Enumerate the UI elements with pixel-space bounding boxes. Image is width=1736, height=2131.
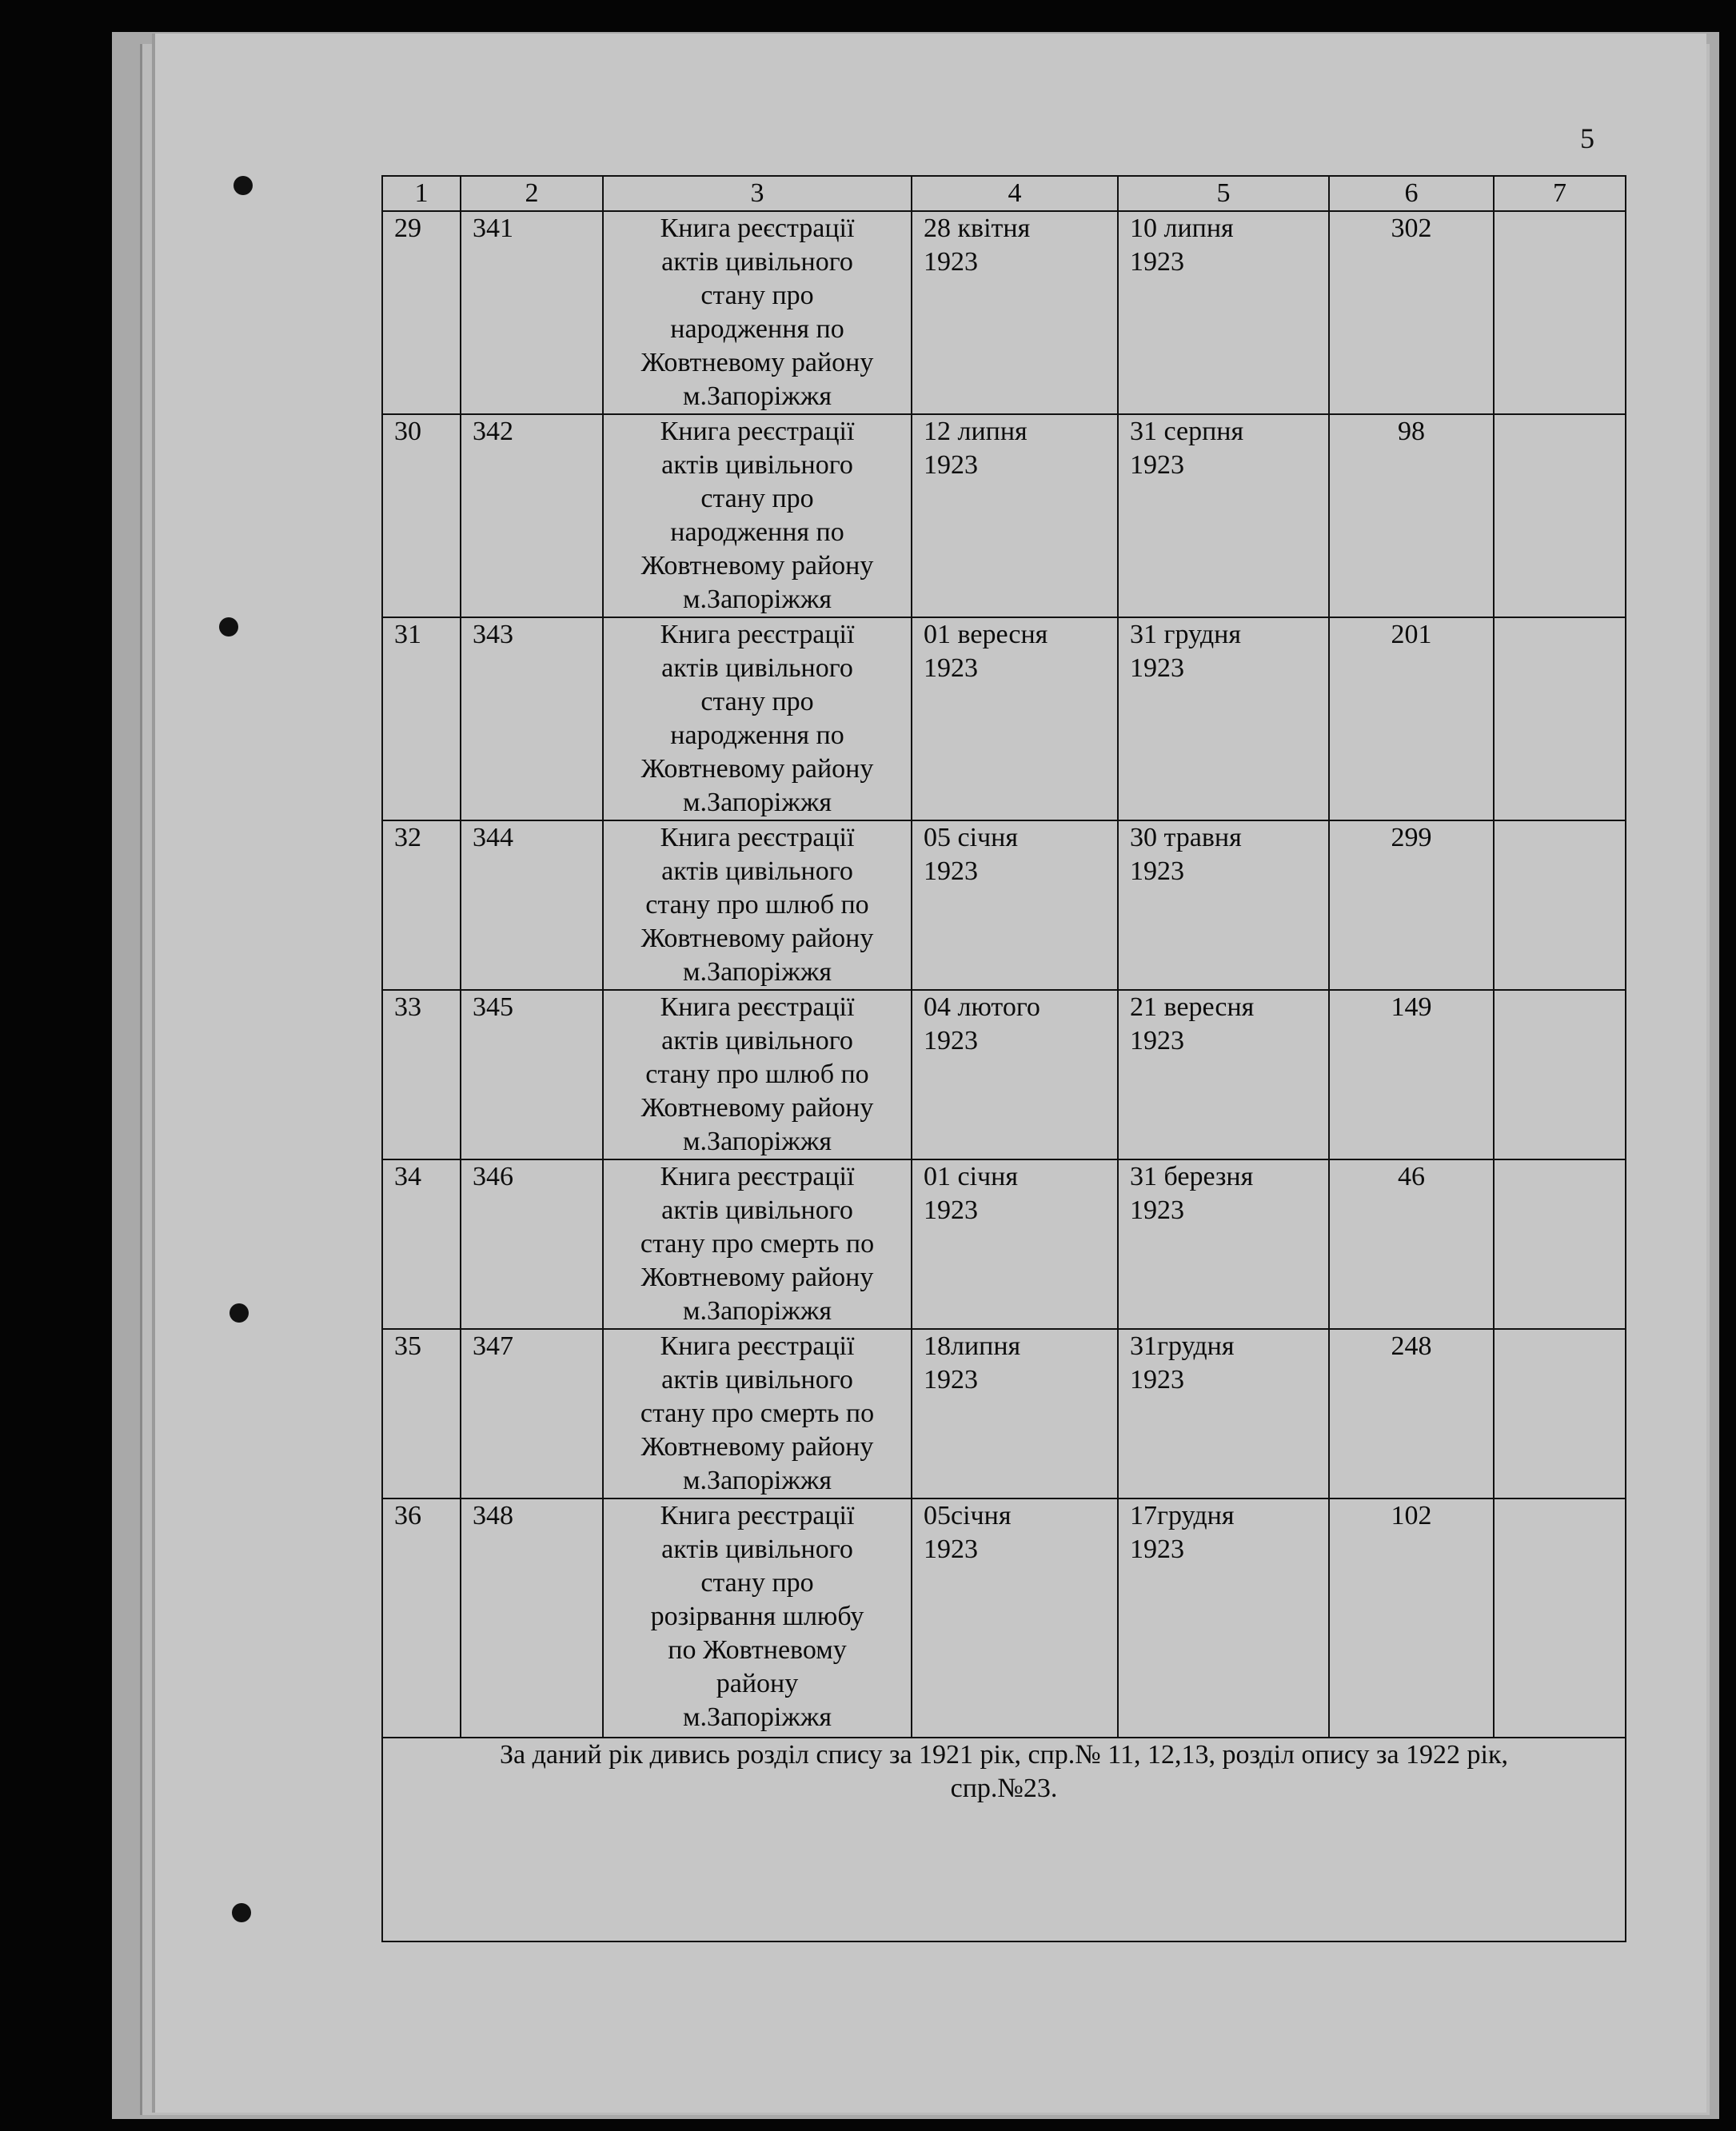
- note-cell: [1494, 414, 1626, 617]
- end-date-cell: [1118, 1329, 1329, 1498]
- end-date-cell: [1118, 414, 1329, 617]
- file-title-line: Жовтневому району: [641, 1093, 874, 1123]
- file-title-line: району: [716, 1669, 799, 1698]
- start-date-line: 05 січня: [924, 823, 1018, 852]
- file-number-cell: 342: [461, 414, 603, 617]
- start-date-line: 1923: [924, 247, 978, 277]
- start-date-cell: [912, 617, 1118, 820]
- file-title-cell: [603, 1498, 912, 1738]
- file-title-line: народження по: [670, 517, 844, 547]
- file-number-cell: 345: [461, 990, 603, 1159]
- column-header: 2: [461, 176, 603, 211]
- punch-hole: [232, 1903, 251, 1922]
- column-header: 3: [603, 176, 912, 211]
- start-date-line: 1923: [924, 856, 978, 886]
- end-date-line: 31грудня: [1130, 1331, 1235, 1361]
- start-date-line: 1923: [924, 450, 978, 480]
- file-title-line: стану про смерть по: [640, 1399, 875, 1428]
- table-row: [382, 1159, 1626, 1329]
- start-date-cell: [912, 1329, 1118, 1498]
- start-date-cell: [912, 990, 1118, 1159]
- file-title-line: народження по: [670, 720, 844, 750]
- start-date-line: 1923: [924, 1026, 978, 1056]
- file-title-line: народження по: [670, 314, 844, 344]
- end-date-cell: [1118, 211, 1329, 414]
- column-header: 6: [1329, 176, 1494, 211]
- file-title-cell: [603, 617, 912, 820]
- start-date-line: 1923: [924, 1534, 978, 1564]
- file-title-line: актів цивільного: [661, 1365, 853, 1395]
- file-number-cell: 346: [461, 1159, 603, 1329]
- start-date-line: 1923: [924, 1195, 978, 1225]
- sheet-count-cell: 102: [1329, 1498, 1494, 1738]
- file-number-cell: 344: [461, 820, 603, 990]
- end-date-line: 21 вересня: [1130, 992, 1255, 1022]
- start-date-cell: [912, 820, 1118, 990]
- file-title-line: стану про шлюб по: [645, 890, 869, 920]
- file-title-cell: [603, 1329, 912, 1498]
- file-title-line: Книга реєстрації: [660, 417, 855, 446]
- file-number-cell: 347: [461, 1329, 603, 1498]
- file-title-line: стану про: [700, 484, 814, 513]
- end-date-cell: [1118, 617, 1329, 820]
- file-title-line: Жовтневому району: [641, 924, 874, 953]
- table-row: [382, 211, 1626, 414]
- file-title-line: актів цивільного: [661, 653, 853, 683]
- file-title-line: стану про: [700, 1568, 814, 1598]
- table-row: [382, 990, 1626, 1159]
- file-title-line: Книга реєстрації: [660, 1331, 855, 1361]
- file-title-line: Книга реєстрації: [660, 620, 855, 649]
- end-date-cell: [1118, 820, 1329, 990]
- file-title-line: м.Запоріжжя: [683, 381, 832, 411]
- note-cell: [1494, 990, 1626, 1159]
- file-title-line: розірвання шлюбу: [650, 1602, 864, 1631]
- file-number-cell: 341: [461, 211, 603, 414]
- start-date-cell: [912, 1498, 1118, 1738]
- file-title-line: Книга реєстрації: [660, 992, 855, 1022]
- sheet-count-cell: 299: [1329, 820, 1494, 990]
- end-date-line: 31 серпня: [1130, 417, 1244, 446]
- table-row: [382, 1498, 1626, 1738]
- punch-hole: [229, 1303, 249, 1323]
- file-title-line: Книга реєстрації: [660, 213, 855, 243]
- table-row: [382, 414, 1626, 617]
- end-date-line: 1923: [1130, 856, 1184, 886]
- file-title-line: Жовтневому району: [641, 1432, 874, 1462]
- punch-hole: [219, 617, 238, 637]
- start-date-line: 1923: [924, 653, 978, 683]
- file-title-cell: [603, 990, 912, 1159]
- file-title-line: актів цивільного: [661, 856, 853, 886]
- footer-note: [382, 1738, 1626, 1941]
- file-title-line: стану про шлюб по: [645, 1060, 869, 1089]
- file-title-line: м.Запоріжжя: [683, 1296, 832, 1326]
- file-title-line: Жовтневому району: [641, 348, 874, 377]
- file-title-line: Жовтневому району: [641, 754, 874, 784]
- end-date-line: 31 березня: [1130, 1162, 1254, 1191]
- note-cell: [1494, 820, 1626, 990]
- sheet-count-cell: 248: [1329, 1329, 1494, 1498]
- column-number-row: [382, 176, 1626, 211]
- end-date-line: 31 грудня: [1130, 620, 1241, 649]
- file-title-cell: [603, 414, 912, 617]
- column-header: 7: [1494, 176, 1626, 211]
- file-title-cell: [603, 1159, 912, 1329]
- file-number-cell: 343: [461, 617, 603, 820]
- row-number-cell: 29: [382, 211, 461, 414]
- sheet-count-cell: 201: [1329, 617, 1494, 820]
- file-title-line: м.Запоріжжя: [683, 957, 832, 987]
- start-date-line: 1923: [924, 1365, 978, 1395]
- start-date-line: 04 лютого: [924, 992, 1040, 1022]
- file-title-cell: [603, 820, 912, 990]
- row-number-cell: 31: [382, 617, 461, 820]
- end-date-line: 1923: [1130, 1365, 1184, 1395]
- file-title-line: актів цивільного: [661, 450, 853, 480]
- column-header: 5: [1118, 176, 1329, 211]
- end-date-line: 1923: [1130, 1026, 1184, 1056]
- end-date-cell: [1118, 990, 1329, 1159]
- end-date-line: 1923: [1130, 653, 1184, 683]
- punch-hole: [233, 176, 253, 195]
- file-number-cell: 348: [461, 1498, 603, 1738]
- file-title-line: Жовтневому району: [641, 551, 874, 581]
- table-row: [382, 1329, 1626, 1498]
- file-title-line: актів цивільного: [661, 1026, 853, 1056]
- file-title-line: м.Запоріжжя: [683, 1466, 832, 1495]
- start-date-line: 05січня: [924, 1501, 1012, 1530]
- file-title-line: м.Запоріжжя: [683, 1702, 832, 1732]
- end-date-line: 17грудня: [1130, 1501, 1235, 1530]
- end-date-line: 1923: [1130, 1195, 1184, 1225]
- row-number-cell: 32: [382, 820, 461, 990]
- sheet-count-cell: 98: [1329, 414, 1494, 617]
- file-title-line: Книга реєстрації: [660, 1501, 855, 1530]
- file-title-line: актів цивільного: [661, 247, 853, 277]
- file-title-line: стану про: [700, 281, 814, 310]
- file-title-line: актів цивільного: [661, 1195, 853, 1225]
- page-number: 5: [1580, 122, 1594, 154]
- file-title-line: Книга реєстрації: [660, 1162, 855, 1191]
- start-date-line: 12 липня: [924, 417, 1028, 446]
- start-date-cell: [912, 211, 1118, 414]
- end-date-line: 1923: [1130, 450, 1184, 480]
- row-number-cell: 34: [382, 1159, 461, 1329]
- start-date-line: 28 квітня: [924, 213, 1031, 243]
- footer-row: [382, 1738, 1626, 1941]
- note-cell: [1494, 1329, 1626, 1498]
- register-body: [382, 211, 1626, 1941]
- end-date-cell: [1118, 1498, 1329, 1738]
- file-title-cell: [603, 211, 912, 414]
- note-cell: [1494, 1498, 1626, 1738]
- end-date-line: 1923: [1130, 247, 1184, 277]
- end-date-line: 10 липня: [1130, 213, 1234, 243]
- file-title-line: м.Запоріжжя: [683, 788, 832, 817]
- table-row: [382, 820, 1626, 990]
- sheet-count-cell: 46: [1329, 1159, 1494, 1329]
- note-cell: [1494, 211, 1626, 414]
- start-date-line: 01 січня: [924, 1162, 1018, 1191]
- footer-line: спр.№23.: [950, 1774, 1058, 1803]
- file-title-line: м.Запоріжжя: [683, 1127, 832, 1156]
- end-date-cell: [1118, 1159, 1329, 1329]
- start-date-cell: [912, 414, 1118, 617]
- column-header: 1: [382, 176, 461, 211]
- file-title-line: Книга реєстрації: [660, 823, 855, 852]
- note-cell: [1494, 1159, 1626, 1329]
- start-date-cell: [912, 1159, 1118, 1329]
- end-date-line: 30 травня: [1130, 823, 1242, 852]
- start-date-line: 01 вересня: [924, 620, 1048, 649]
- column-header: 4: [912, 176, 1118, 211]
- file-title-line: м.Запоріжжя: [683, 585, 832, 614]
- register-table: [381, 175, 1626, 1942]
- note-cell: [1494, 617, 1626, 820]
- sheet-count-cell: 149: [1329, 990, 1494, 1159]
- table-row: [382, 617, 1626, 820]
- row-number-cell: 30: [382, 414, 461, 617]
- sheet-count-cell: 302: [1329, 211, 1494, 414]
- end-date-line: 1923: [1130, 1534, 1184, 1564]
- file-title-line: стану про смерть по: [640, 1229, 875, 1259]
- row-number-cell: 33: [382, 990, 461, 1159]
- footer-line: За даний рік дивись розділ спису за 1921 рік, спр.№ 11, 12,13, розділ опису за 1922 рік,: [499, 1740, 1509, 1770]
- row-number-cell: 35: [382, 1329, 461, 1498]
- file-title-line: по Жовтневому: [668, 1635, 847, 1665]
- file-title-line: актів цивільного: [661, 1534, 853, 1564]
- row-number-cell: 36: [382, 1498, 461, 1738]
- file-title-line: Жовтневому району: [641, 1263, 874, 1292]
- file-title-line: стану про: [700, 687, 814, 716]
- start-date-line: 18липня: [924, 1331, 1021, 1361]
